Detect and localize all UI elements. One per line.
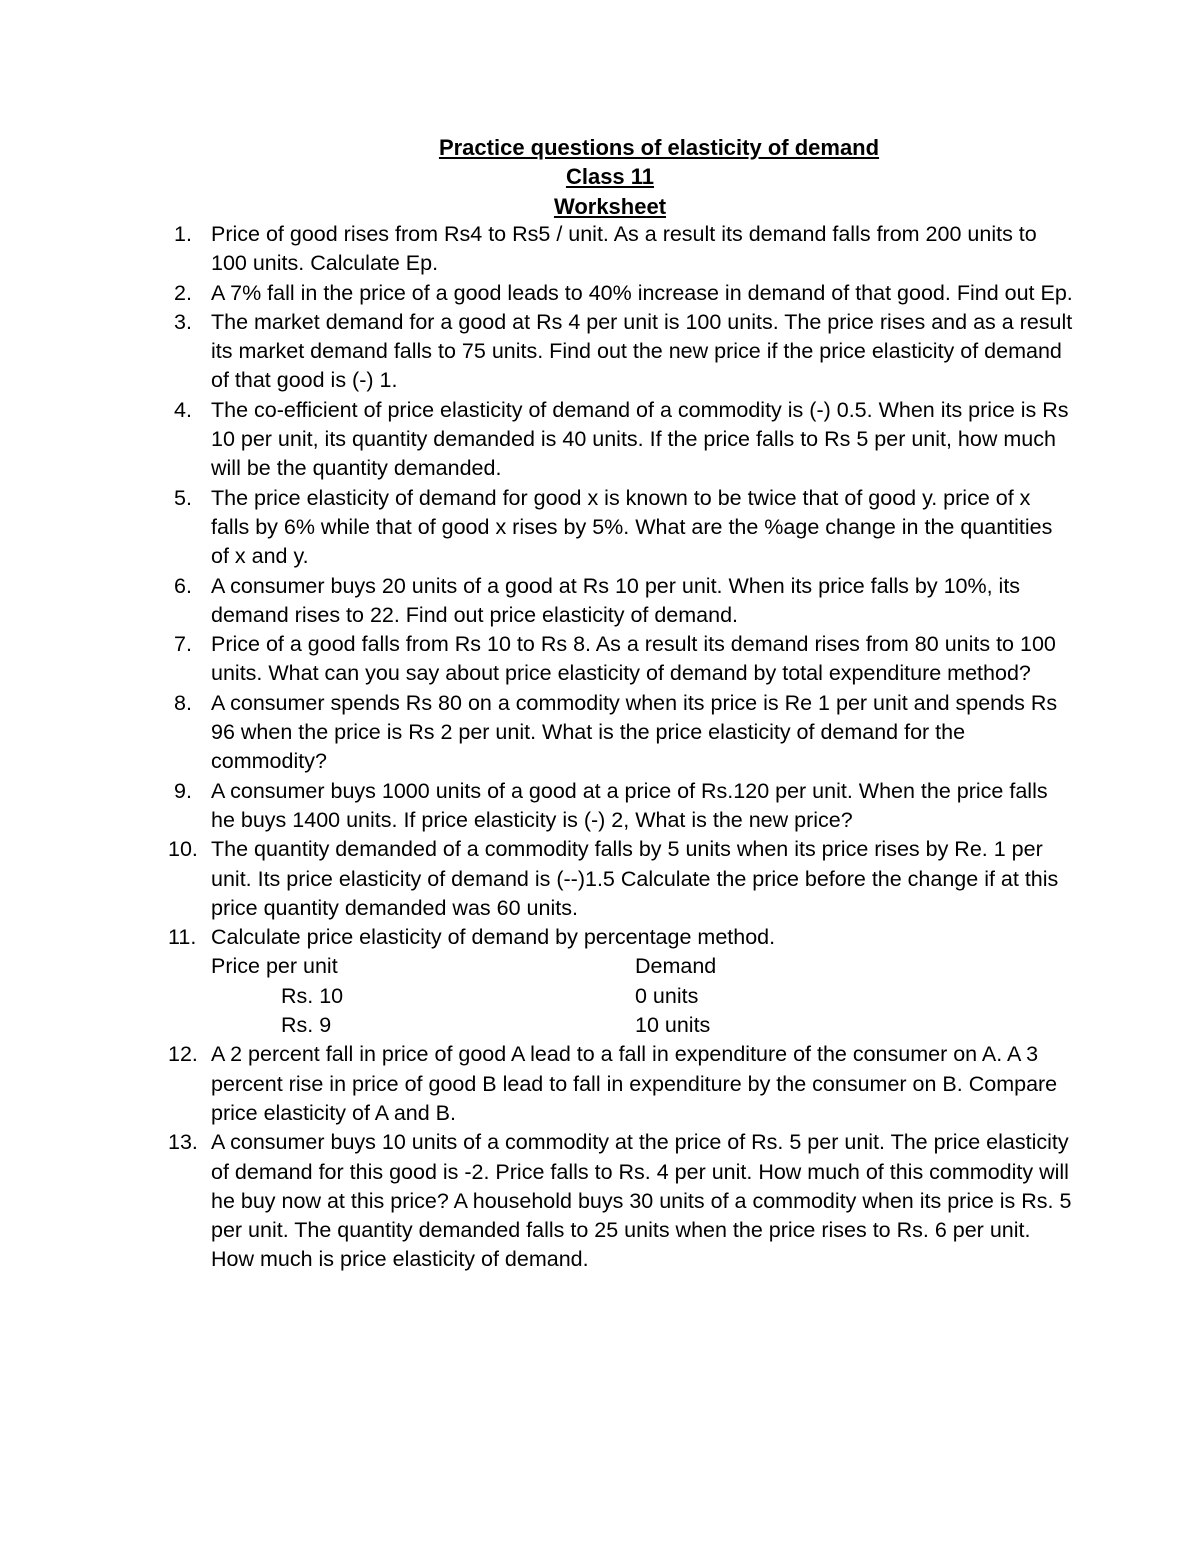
- question-item: [174, 308, 1074, 396]
- question-number: 1.: [174, 222, 192, 246]
- question-number: 13.: [168, 1130, 198, 1155]
- question-text: The quantity demanded of a commodity falls by 5 units when its price rises by Re. 1 per unit. Its price elasticity of demand is (--)1.5 Calculate the price before the change if at this price quantity demanded was 60 units.: [211, 837, 1059, 920]
- question-text: A consumer buys 10 units of a commodity at the price of Rs. 5 per unit. The price elasticity of demand for this good is -2. Price falls to Rs. 4 per unit. How much of this commodity will he buy now at this price? A household buys 30 units of a commodity when its price is Rs. 5 per unit. The quantity demanded falls to 25 units when the price rises to Rs. 6 per unit. How much is price elasticity of demand.: [211, 1130, 1072, 1272]
- table-header-price: Price per unit: [211, 954, 338, 979]
- question-item: [174, 279, 1074, 308]
- question-number: 5.: [174, 485, 192, 510]
- question-item: [168, 1040, 1074, 1128]
- table-cell-price: Rs. 10: [281, 983, 344, 1008]
- question-text: Price of a good falls from Rs 10 to Rs 8. As a result its demand rises from 80 units to 100 units. What can you say about price elasticity of demand by total expenditure method?: [211, 632, 1056, 686]
- question-text: A consumer buys 20 units of a good at Rs 10 per unit. When its price falls by 10%, its demand rises to 22. Find out price elasticity of demand.: [211, 573, 1021, 627]
- question-number: 9.: [174, 778, 192, 803]
- question-number: 8.: [174, 690, 192, 715]
- question-item: [168, 923, 1074, 952]
- question-text: Price of good rises from Rs4 to Rs5 / unit. As a result its demand falls from 200 units to 100 units. Calculate Ep.: [211, 222, 1037, 276]
- question-number: 7.: [174, 632, 192, 657]
- question-text: A consumer spends Rs 80 on a commodity when its price is Re 1 per unit and spends Rs 96 when the price is Rs 2 per unit. What is the price elasticity of demand for the commodity?: [211, 690, 1058, 774]
- question-number: 11.: [168, 925, 197, 950]
- table-row: [211, 982, 771, 1011]
- question-number: 12.: [168, 1042, 198, 1067]
- question-text: The co-efficient of price elasticity of demand of a commodity is (-) 0.5. When its price is Rs 10 per unit, its quantity demanded is 40 units. If the price falls to Rs 5 per unit, how much will be the quantity demanded.: [211, 397, 1069, 481]
- question-item: [174, 689, 1074, 777]
- question-item: [174, 396, 1074, 484]
- question-text: The market demand for a good at Rs 4 per unit is 100 units. The price rises and as a result its market demand falls to 75 units. Find out the new price if the price elasticity of demand of that good is (-) 1.: [211, 309, 1073, 393]
- question-item: [168, 835, 1074, 923]
- question-item: [168, 1128, 1074, 1274]
- table-cell-demand: 0 units: [635, 983, 699, 1008]
- class-label: Class 11: [565, 164, 655, 190]
- table-cell-price: Rs. 9: [281, 1013, 332, 1038]
- worksheet-label: Worksheet: [553, 193, 667, 219]
- question-list: [168, 220, 1074, 1275]
- question-text: Calculate price elasticity of demand by percentage method.: [211, 925, 776, 950]
- question-number: 6.: [174, 573, 192, 598]
- table-header-demand: Demand: [635, 954, 717, 979]
- question-number: 10.: [168, 837, 198, 862]
- question-number: 2.: [174, 280, 192, 305]
- question-item: [174, 572, 1074, 631]
- question-text: A consumer buys 1000 units of a good at a price of Rs.120 per unit. When the price falls he buys 1400 units. If price elasticity is (-) 2, What is the new price?: [211, 778, 1048, 832]
- question-number: 4.: [174, 397, 192, 422]
- question-text: A 7% fall in the price of a good leads to 40% increase in demand of that good. Find out Ep.: [211, 280, 1073, 305]
- table-cell-demand: 10 units: [635, 1013, 711, 1038]
- table-row: [211, 1011, 771, 1040]
- worksheet-header: [0, 133, 1200, 221]
- question-number: 3.: [174, 309, 192, 334]
- table-header-row: [211, 952, 771, 981]
- question-text: The price elasticity of demand for good x is known to be twice that of good y. price of x falls by 6% while that of good x rises by 5%. What are the %age change in the quantities of x and y.: [211, 485, 1053, 569]
- question-item: [174, 484, 1074, 572]
- price-demand-table: [211, 952, 771, 1040]
- question-item: [174, 777, 1074, 836]
- page-title: Practice questions of elasticity of demand: [438, 135, 880, 160]
- question-item: [174, 630, 1074, 689]
- question-text: A 2 percent fall in price of good A lead to a fall in expenditure of the consumer on A. A 3 percent rise in price of good B lead to fall in expenditure by the consumer on B. Compare price elasticity of A and B.: [211, 1042, 1058, 1125]
- question-item: [174, 220, 1074, 279]
